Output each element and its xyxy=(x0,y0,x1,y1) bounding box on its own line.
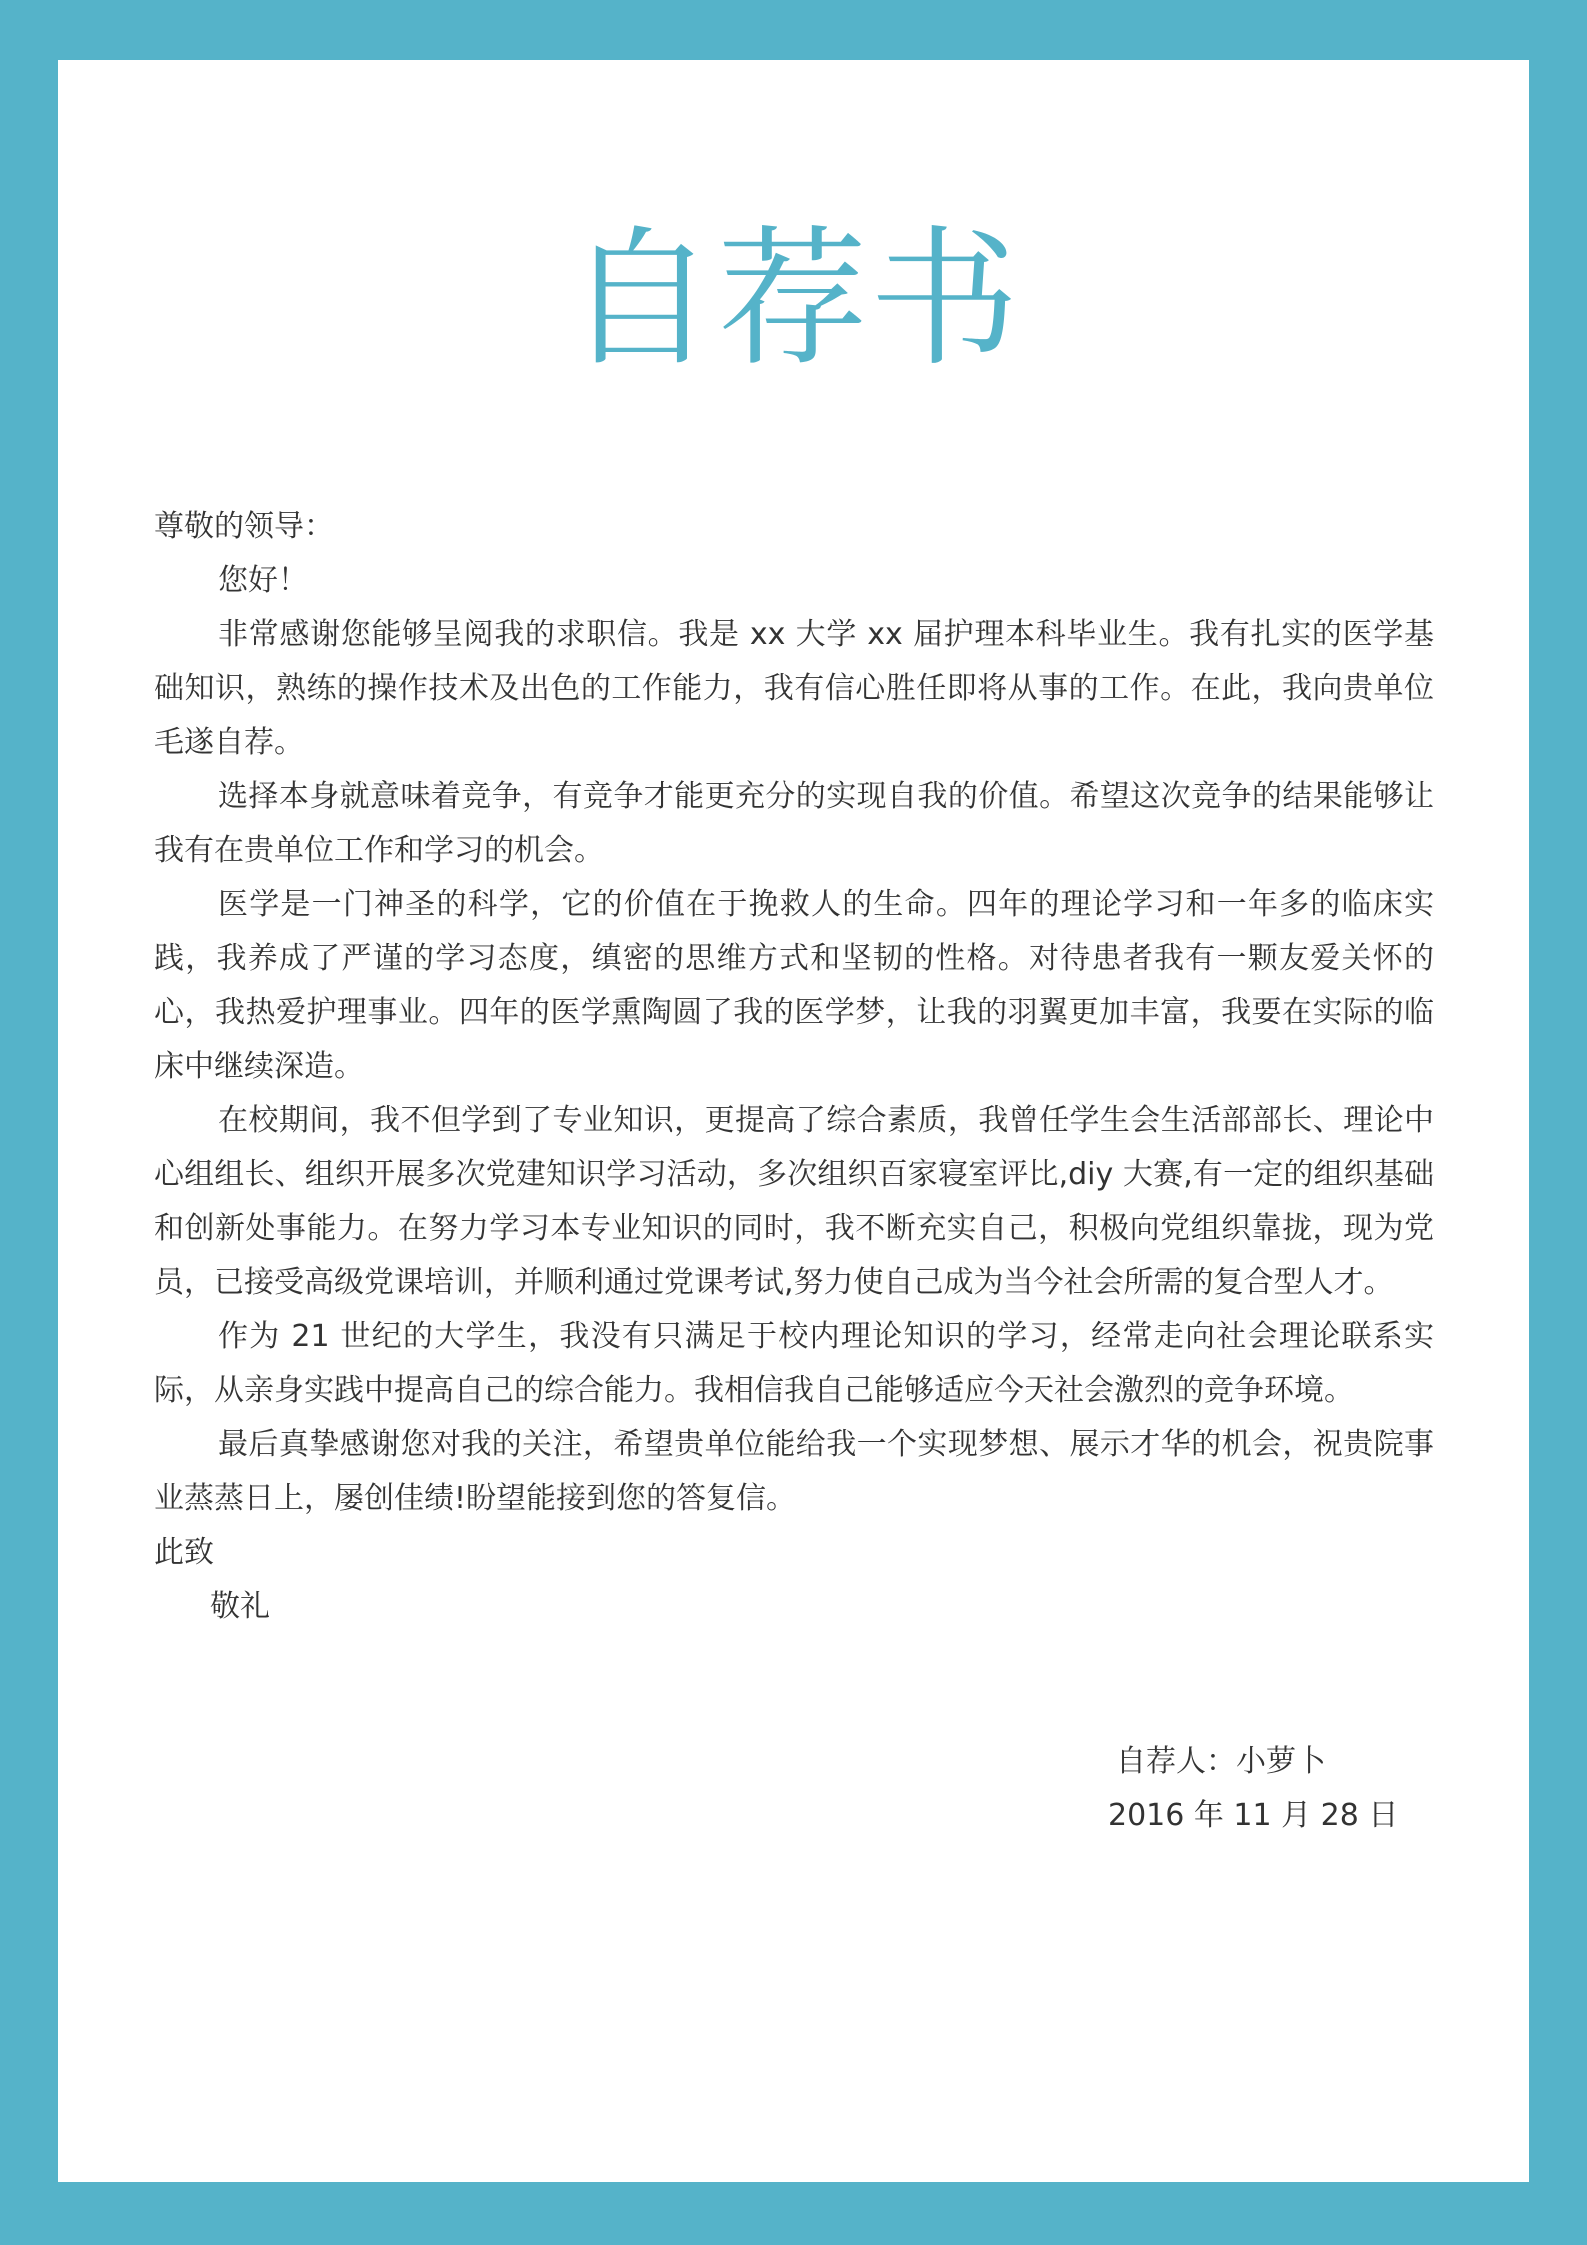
letter-body xyxy=(154,500,1434,1634)
signature-block xyxy=(1108,1735,1398,1843)
paragraph-intro: 非常感谢您能够呈阅我的求职信。我是 xx 大学 xx 届护理本科毕业生。我有扎实的医学基础知识，熟练的操作技术及出色的工作能力，我有信心胜任即将从事的工作。在此，我向贵单位毛遂自荐。 xyxy=(154,617,1434,760)
signature-name: 自荐人：小萝卜 xyxy=(1116,1744,1326,1779)
closing: 此致 xyxy=(154,1535,214,1570)
regards: 敬礼 xyxy=(210,1589,270,1624)
paragraph-campus-experience: 在校期间，我不但学到了专业知识，更提高了综合素质，我曾任学生会生活部部长、理论中心组组长、组织开展多次党建知识学习活动，多次组织百家寝室评比,diy 大赛,有一定的组织基础和创新处事能力。在努力学习本专业知识的同时，我不断充实自己，积极向党组织靠拢，现为党员，已接受高级党课培训，并顺利通过党课考试,努力使自己成为当今社会所需的复合型人才。 xyxy=(154,1103,1434,1300)
paragraph-medicine: 医学是一门神圣的科学，它的价值在于挽救人的生命。四年的理论学习和一年多的临床实践，我养成了严谨的学习态度，缜密的思维方式和坚韧的性格。对待患者我有一颗友爱关怀的心，我热爱护理事业。四年的医学熏陶圆了我的医学梦，让我的羽翼更加丰富，我要在实际的临床中继续深造。 xyxy=(154,887,1434,1084)
document-title: 自荐书 xyxy=(565,213,1022,387)
paragraph-practice: 作为 21 世纪的大学生，我没有只满足于校内理论知识的学习，经常走向社会理论联系实际，从亲身实践中提高自己的综合能力。我相信我自己能够适应今天社会激烈的竞争环境。 xyxy=(154,1319,1434,1408)
salutation: 尊敬的领导： xyxy=(154,509,334,544)
paragraph-competition: 选择本身就意味着竞争，有竞争才能更充分的实现自我的价值。希望这次竞争的结果能够让我有在贵单位工作和学习的机会。 xyxy=(154,779,1434,868)
signature-date: 2016 年 11 月 28 日 xyxy=(1108,1798,1399,1833)
paragraph-thanks: 最后真挚感谢您对我的关注，希望贵单位能给我一个实现梦想、展示才华的机会，祝贵院事业蒸蒸日上，屡创佳绩!盼望能接到您的答复信。 xyxy=(154,1427,1434,1516)
document-page xyxy=(58,60,1529,2182)
greeting: 您好！ xyxy=(218,563,308,598)
